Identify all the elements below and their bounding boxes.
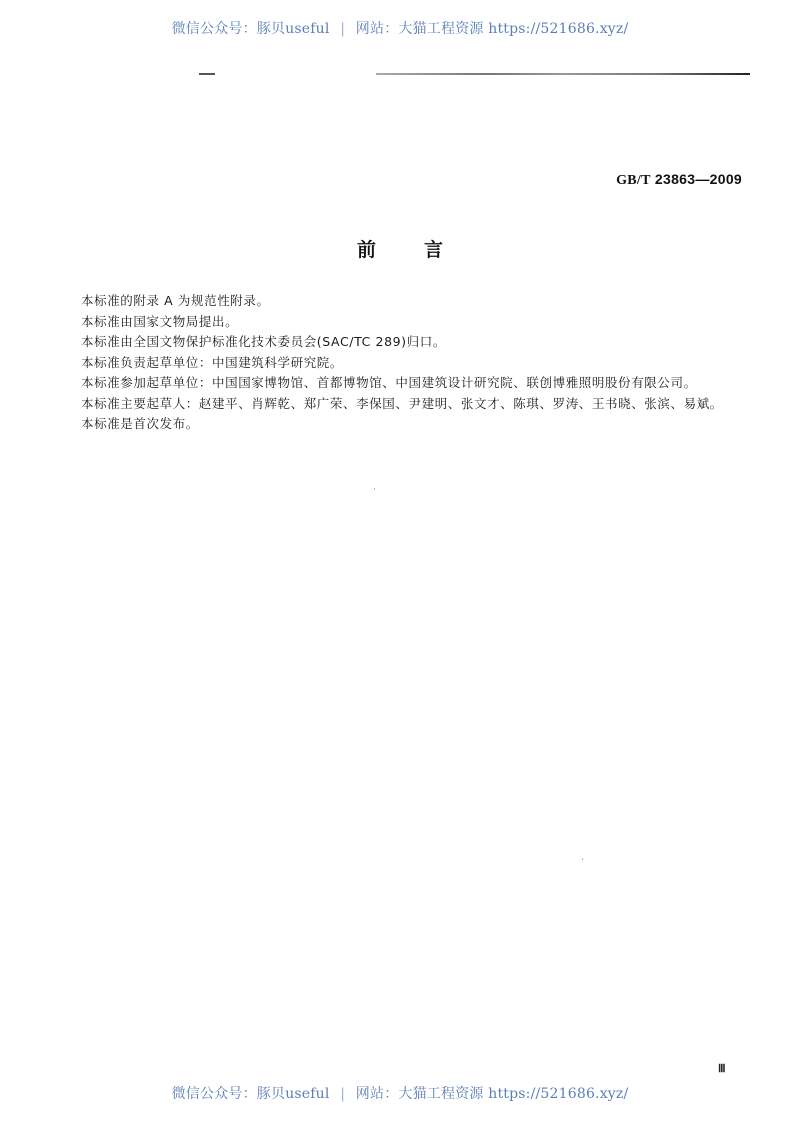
title-char-1: 前 [356, 239, 376, 261]
paragraph-committee: 本标准由全国文物保护标准化技术委员会(SAC/TC 289)归口。 [81, 334, 446, 349]
paragraph-annex: 本标准的附录 A 为规范性附录。 [81, 293, 270, 308]
standard-prefix: GB/T [616, 173, 651, 188]
foreword-body [56, 291, 746, 435]
paragraph-lead-drafter: 本标准负责起草单位：中国建筑科学研究院。 [81, 354, 344, 370]
paragraph-participating-units: 本标准参加起草单位：中国国家博物馆、首都博物馆、中国建筑设计研究院、联创博雅照明股份有限公司。 [81, 375, 697, 390]
watermark-website: 网站：大猫工程资源 https://521686.xyz/ [355, 21, 629, 37]
paragraph-main-drafters: 本标准主要起草人：赵建平、肖辉乾、郑广荣、李保国、尹建明、张文才、陈琪、罗涛、王书晓、张滨、易斌。 [81, 395, 723, 411]
watermark-wechat: 微信公众号：豚贝useful [171, 21, 330, 37]
header-rule-long [376, 73, 750, 75]
scan-speck [582, 858, 583, 860]
title-char-2: 言 [424, 239, 444, 261]
standard-number [616, 171, 742, 189]
watermark-separator: | [340, 21, 346, 37]
standard-code: 23863—2009 [654, 171, 742, 187]
header-rule-short [199, 73, 215, 75]
watermark-website: 网站：大猫工程资源 https://521686.xyz/ [355, 1086, 629, 1102]
watermark-bottom [0, 1083, 800, 1103]
page-title [0, 235, 800, 262]
page-number: Ⅲ [718, 1063, 726, 1075]
scan-speck [374, 488, 375, 490]
watermark-wechat: 微信公众号：豚贝useful [171, 1086, 330, 1102]
watermark-separator: | [340, 1086, 346, 1102]
watermark-top [0, 18, 800, 38]
paragraph-first-release: 本标准是首次发布。 [81, 416, 199, 431]
paragraph-proposer: 本标准由国家文物局提出。 [81, 313, 239, 329]
